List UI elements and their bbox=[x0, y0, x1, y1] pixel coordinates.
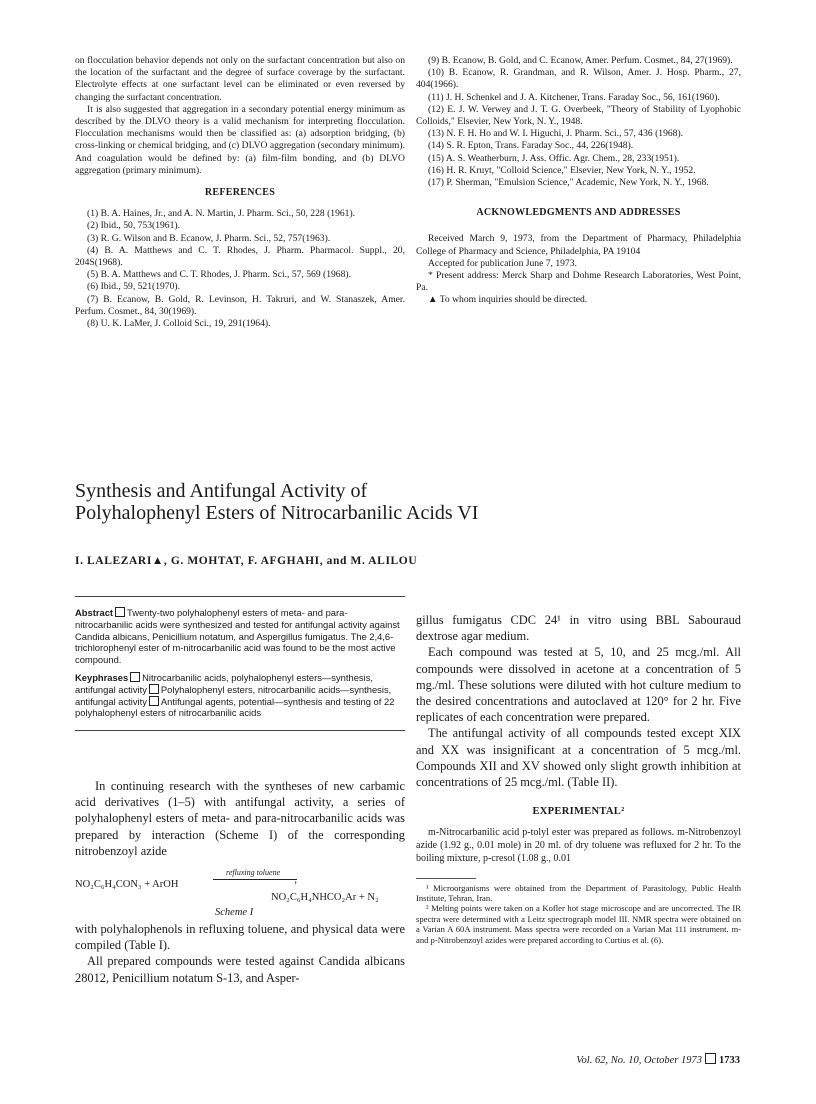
reference-item: (1) B. A. Haines, Jr., and A. N. Martin, J. Pharm. Sci., 50, 228 (1961). bbox=[87, 208, 356, 220]
body-paragraph: In continuing research with the syntheses of new carbamic acid derivatives (1–5) with antifungal activity, a series of polyhalophenyl esters of meta- and para-nitrocarbanilic acids was prepared by interaction (Scheme I) of the corresponding nitrobenzoyl azide bbox=[75, 779, 405, 858]
abstract bbox=[75, 607, 405, 666]
abstract-label: Abstract bbox=[75, 607, 114, 618]
lower-right-column bbox=[416, 612, 741, 945]
scheme-label: Scheme I bbox=[215, 907, 254, 919]
reference-item: (9) B. Ecanow, B. Gold, and C. Ecanow, Amer. Perfum. Cosmet., 84, 27(1969). bbox=[428, 55, 733, 66]
square-box-icon bbox=[705, 1053, 716, 1064]
arrow-head-icon: › bbox=[294, 877, 297, 888]
reference-item: (10) B. Ecanow, R. Grandman, and R. Wilson, Amer. J. Hosp. Pharm., 27, 404(1966). bbox=[416, 67, 741, 91]
authors: I. LALEZARI▲, G. MOHTAT, F. AFGHAHI, and M. ALILOU bbox=[75, 555, 418, 567]
body-paragraph: The antifungal activity of all compounds tested except XIX and XX was insignificant at a concentration of 5 mcg./ml. Compounds XII and XV showed only slight growth inhibition at concentrations of 25 mcg./ml. (Table II). bbox=[416, 726, 741, 790]
scheme-condition: refluxing toluene bbox=[226, 868, 281, 878]
body-paragraph: gillus fumigatus CDC 24¹ in vitro using BBL Sabouraud dextrose agar medium. bbox=[416, 613, 741, 644]
body-paragraph: with polyhalophenols in refluxing toluene, and physical data were compiled (Table I). bbox=[75, 922, 405, 953]
body-paragraph: All prepared compounds were tested against Candida albicans 28012, Penicillium notatum S-13, and Asper- bbox=[75, 954, 405, 985]
page-number: 1733 bbox=[719, 1055, 740, 1066]
reference-item: (6) Ibid., 59, 521(1970). bbox=[87, 281, 180, 293]
abstract-box bbox=[75, 596, 405, 731]
square-box-icon bbox=[149, 684, 159, 694]
body-paragraph: Each compound was tested at 5, 10, and 25 mcg./ml. All compounds were dissolved in acetone at a concentration of 5 mg./ml. These solutions were diluted with hot culture medium to the desired concentrations and autoclaved at 120° for 2 hr. Five replicates of each concentration were prepared. bbox=[416, 645, 741, 725]
title-line: Polyhalophenyl Esters of Nitrocarbanilic Acids VI bbox=[75, 502, 479, 524]
footnote: ² Melting points were taken on a Kofler hot stage microscope and are uncorrected. The IR spectra were determined with a Leitz spectrograph model III. NMR spectra were obtained on a Varian A 60A instrument. Mass spectra were recorded on a Varian Mat 111 instrument. m- and p-Nitrobenzoyl azides were prepared according to Curtius et al. (6). bbox=[416, 903, 741, 945]
reference-item: (16) H. R. Kruyt, "Colloid Science," Elsevier, New York, N. Y., 1952. bbox=[428, 164, 696, 176]
keyphrase: Nitrocarbanilic acids, polyhalophenyl esters—synthesis, antifungal activity bbox=[75, 671, 373, 695]
article-title bbox=[75, 480, 478, 524]
reference-item: (2) Ibid., 50, 753(1961). bbox=[87, 220, 180, 232]
page-footer bbox=[500, 1053, 740, 1066]
ack-paragraph: * Present address: Merck Sharp and Dohme Research Laboratories, West Point, Pa. bbox=[416, 270, 741, 294]
reaction-arrow-icon bbox=[213, 879, 297, 880]
reference-item: (7) B. Ecanow, B. Gold, R. Levinson, H. Takruri, and W. Stanaszek, Amer. Perfum. Cosmet., 84, 30(1969). bbox=[75, 293, 405, 317]
reference-item: (5) B. A. Matthews and C. T. Rhodes, J. Pharm. Sci., 57, 569 (1968). bbox=[87, 269, 351, 281]
keyphrase: Polyhalophenyl esters, nitrocarbanilic acids—synthesis, antifungal activity bbox=[75, 683, 392, 707]
keyphrase: Antifungal agents, potential—synthesis and testing of 22 polyhalophenyl esters of nitrocarbanilic acids bbox=[75, 695, 395, 719]
references-list-right bbox=[416, 55, 741, 189]
reference-item: (15) A. S. Weatherburn, J. Ass. Offic. Agr. Chem., 28, 233(1951). bbox=[428, 152, 680, 164]
reference-item: (4) B. A. Matthews and C. T. Rhodes, J. Pharm. Pharmacol. Suppl., 20, 204S(1968). bbox=[75, 244, 405, 269]
reference-item: (12) E. J. W. Verwey and J. T. G. Overbeek, "Theory of Stability of Lyophobic Colloids," Elsevier, New York, N. Y., 1948. bbox=[416, 103, 741, 128]
experimental-paragraph: m-Nitrocarbanilic acid p-tolyl ester was prepared as follows. m-Nitrobenzoyl azide (1.92 g., 0.01 mole) in 20 ml. of dry toluene was refluxed for 2 hr. To the boiling mixture, p-cresol (1.08 g., 0.01 bbox=[416, 827, 741, 864]
scheme-reactants: NO₂C₆H₄CON₃ + ArOH bbox=[75, 879, 179, 891]
body-paragraph: on flocculation behavior depends not only on the surfactant concentration but also on the location of the surfactant and the degree of surface coverage by the surfactant. Electrolyte effects at one surfactant level can be eliminated or even reversed by changing the surfactant concentration. bbox=[75, 55, 405, 103]
reference-item: (13) N. F. H. Ho and W. I. Higuchi, J. Pharm. Sci., 57, 436 (1968). bbox=[428, 128, 684, 140]
journal-issue: Vol. 62, No. 10, October 1973 bbox=[576, 1055, 702, 1066]
references-list-left bbox=[75, 208, 405, 330]
scheme-i bbox=[75, 865, 405, 919]
top-right-column bbox=[416, 55, 741, 307]
keyphrases bbox=[75, 672, 405, 719]
ack-paragraph: Received March 9, 1973, from the Department of Pharmacy, Philadelphia College of Pharmacy and Science, Philadelphia, PA 19104 bbox=[416, 233, 741, 257]
reference-item: (3) R. G. Wilson and B. Ecanow, J. Pharm. Sci., 52, 757(1963). bbox=[87, 232, 331, 244]
footnote: ¹ Microorganisms were obtained from the Department of Parasitology, Public Health Institute, Tehran, Iran. bbox=[416, 882, 741, 904]
reference-item: (14) S. R. Epton, Trans. Faraday Soc., 44, 226(1948). bbox=[428, 140, 634, 152]
square-box-icon bbox=[149, 696, 159, 706]
reference-item: (17) P. Sherman, "Emulsion Science," Academic, New York, N. Y., 1968. bbox=[428, 177, 709, 189]
acknowledgments bbox=[416, 233, 741, 306]
scheme-products: NO₂C₆H₄NHCO₂Ar + N₂ bbox=[271, 892, 379, 904]
title-line: Synthesis and Antifungal Activity of bbox=[75, 480, 368, 502]
acknowledgments-heading: ACKNOWLEDGMENTS AND ADDRESSES bbox=[476, 207, 681, 219]
keyphrases-label: Keyphrases bbox=[75, 671, 129, 683]
reference-item: (11) J. H. Schenkel and J. A. Kitchener, Trans. Faraday Soc., 56, 161(1960). bbox=[428, 91, 720, 103]
abstract-text: Twenty-two polyhalophenyl esters of meta- and para-nitrocarbanilic acids were synthesized and tested for antifungal activity against Candida albicans, Penicillium notatum, and Aspergillus fumigatus. The 2,4,6-trichlorophenyl ester of m-nitrocarbanilic acid was found to be the most active compound. bbox=[75, 607, 400, 666]
experimental-heading: EXPERIMENTAL² bbox=[532, 806, 625, 818]
footnotes bbox=[416, 878, 741, 945]
lower-left-column bbox=[75, 778, 405, 986]
body-paragraph: It is also suggested that aggregation in a secondary potential energy minimum as described by the DLVO theory is a valid mechanism for interpreting flocculation. Flocculation mechanisms would then be classified as: (a) adsorption bridging, (b) cross-linking or chemical bridging, and (c) DLVO aggregation (secondary minimum). And coagulation would be defined by: (a) film-film bonding, and (b) DLVO aggregation (primary minimum). bbox=[75, 103, 405, 176]
ack-paragraph: Accepted for publication June 7, 1973. bbox=[428, 257, 577, 269]
square-box-icon bbox=[130, 672, 140, 682]
top-left-column bbox=[75, 55, 405, 330]
ack-paragraph: ▲ To whom inquiries should be directed. bbox=[428, 294, 588, 306]
reference-item: (8) U. K. LaMer, J. Colloid Sci., 19, 291(1964). bbox=[87, 318, 271, 330]
square-box-icon bbox=[115, 607, 125, 617]
references-heading: REFERENCES bbox=[204, 187, 276, 199]
footnote-divider bbox=[416, 878, 476, 879]
